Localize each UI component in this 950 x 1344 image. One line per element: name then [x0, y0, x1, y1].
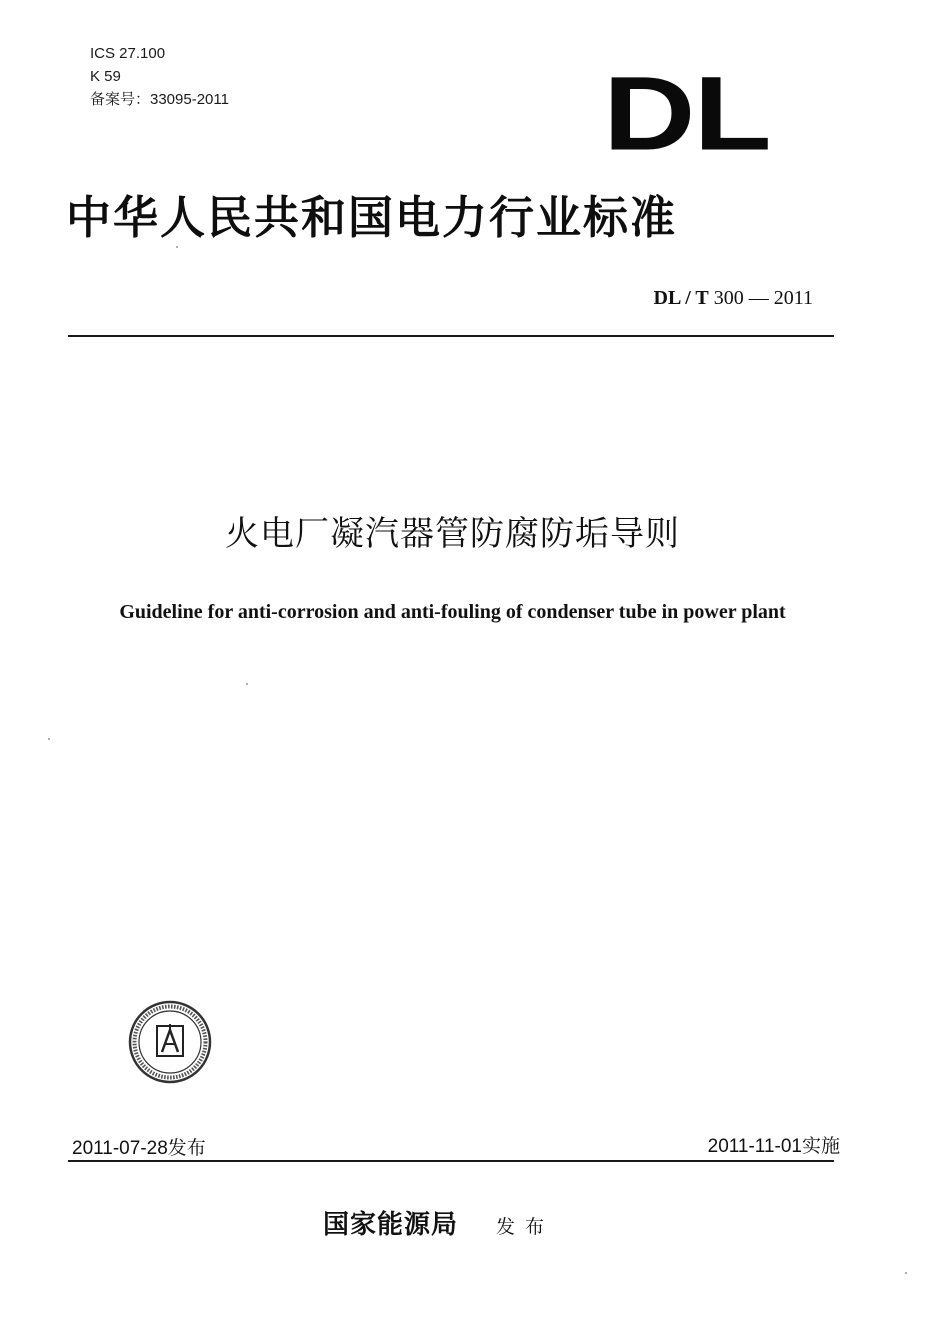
classification-block: [90, 42, 229, 111]
standard-number-value: 300 — 2011: [713, 287, 813, 309]
standard-number: [654, 287, 813, 310]
ics-code: ICS 27.100: [90, 45, 166, 62]
dl-logo: DL: [603, 55, 770, 173]
scan-speck: [246, 683, 248, 685]
publisher-line: [323, 1204, 554, 1241]
ccs-code: K 59: [90, 68, 121, 85]
publisher-action: 发布: [496, 1216, 555, 1238]
standard-code: DL / T: [653, 287, 709, 309]
bottom-divider: [68, 1160, 834, 1162]
record-number: 备案号：33095-2011: [90, 91, 229, 108]
issue-date: 2011-07-28发布: [72, 1138, 206, 1159]
document-title-english: Guideline for anti-corrosion and anti-fouling of condenser tube in power plant: [119, 601, 786, 623]
document-title-chinese: 火电厂凝汽器管防腐防垢导则: [225, 514, 680, 554]
top-divider: [68, 335, 834, 337]
scan-speck: [48, 738, 50, 740]
publisher-seal: [128, 1000, 212, 1084]
scan-speck: [176, 246, 178, 248]
scan-speck: [905, 1272, 907, 1274]
publisher-organization: 国家能源局: [323, 1210, 459, 1240]
effective-date: 2011-11-01实施: [707, 1136, 840, 1157]
standard-type-heading: 中华人民共和国电力行业标准: [66, 191, 678, 244]
